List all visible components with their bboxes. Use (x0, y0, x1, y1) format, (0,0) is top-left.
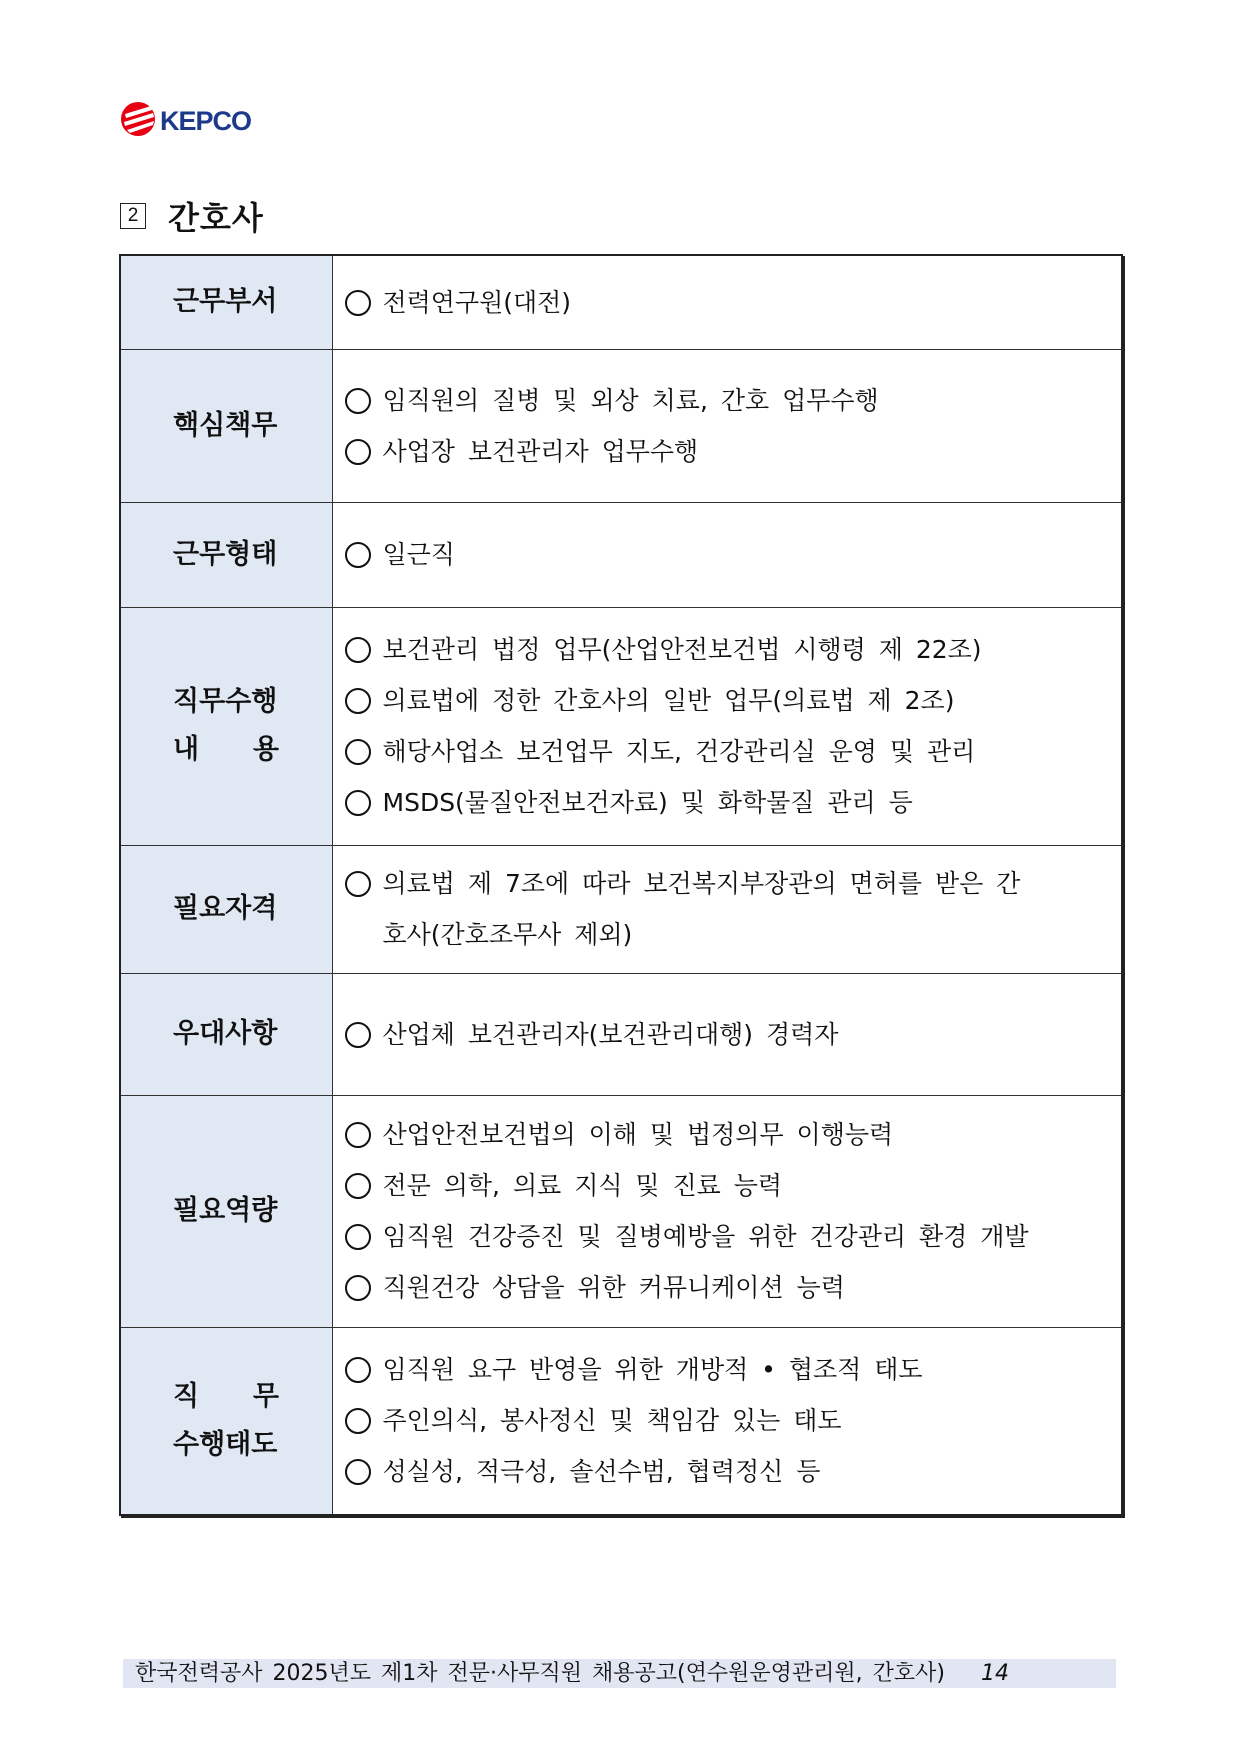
circle-bullet-icon (345, 790, 371, 816)
row-content (332, 845, 1122, 973)
list-item: 산업체 보건관리자(보건관리대행) 경력자 (345, 1009, 1122, 1060)
circle-bullet-icon (345, 1022, 371, 1048)
section-number-box: 2 (120, 203, 146, 229)
list-item: 의료법에 정한 간호사의 일반 업무(의료법 제 2조) (345, 675, 1122, 726)
row-content (332, 502, 1122, 607)
table-row (120, 607, 1122, 845)
table-row (120, 349, 1122, 502)
circle-bullet-icon (345, 1224, 371, 1250)
table-row (120, 1327, 1122, 1515)
list-item: 주인의식, 봉사정신 및 책임감 있는 태도 (345, 1395, 1122, 1446)
row-content (332, 973, 1122, 1095)
row-content (332, 349, 1122, 502)
footer-text: 한국전력공사 2025년도 제1차 전문·사무직원 채용공고(연수원운영관리원, 간호사) (135, 1661, 945, 1686)
table-row (120, 1095, 1122, 1327)
circle-bullet-icon (345, 290, 371, 316)
list-item: 보건관리 법정 업무(산업안전보건법 시행령 제 22조) (345, 624, 1122, 675)
row-label: 근무형태 (120, 502, 332, 607)
list-item: 임직원 요구 반영을 위한 개방적 • 협조적 태도 (345, 1344, 1122, 1395)
row-content (332, 1327, 1122, 1515)
list-item: 일근직 (345, 529, 1122, 580)
list-item: 직원건강 상담을 위한 커뮤니케이션 능력 (345, 1262, 1122, 1313)
table-row (120, 255, 1122, 349)
list-item: 산업안전보건법의 이해 및 법정의무 이행능력 (345, 1109, 1122, 1160)
circle-bullet-icon (345, 1459, 371, 1485)
table-row (120, 973, 1122, 1095)
page-number: 14 (981, 1661, 1009, 1686)
circle-bullet-icon (345, 871, 371, 897)
list-item: MSDS(물질안전보건자료) 및 화학물질 관리 등 (345, 777, 1122, 828)
circle-bullet-icon (345, 1357, 371, 1383)
list-item: 전력연구원(대전) (345, 277, 1122, 328)
circle-bullet-icon (345, 1408, 371, 1434)
kepco-logo (120, 100, 280, 138)
list-item: 의료법 제 7조에 따라 보건복지부장관의 면허를 받은 간호사(간호조무사 제외) (345, 858, 1122, 960)
list-item: 전문 의학, 의료 지식 및 진료 능력 (345, 1160, 1122, 1211)
row-label: 우대사항 (120, 973, 332, 1095)
list-item: 임직원 건강증진 및 질병예방을 위한 건강관리 환경 개발 (345, 1211, 1122, 1262)
table-row (120, 845, 1122, 973)
row-content (332, 1095, 1122, 1327)
circle-bullet-icon (345, 1122, 371, 1148)
circle-bullet-icon (345, 1173, 371, 1199)
list-item: 성실성, 적극성, 솔선수범, 협력정신 등 (345, 1446, 1122, 1497)
circle-bullet-icon (345, 688, 371, 714)
section-title: 간호사 (168, 199, 264, 237)
circle-bullet-icon (345, 439, 371, 465)
row-label: 필요역량 (120, 1095, 332, 1327)
job-spec-table (119, 254, 1123, 1516)
section-heading (120, 196, 264, 236)
table-row (120, 502, 1122, 607)
svg-text:KEPCO: KEPCO (160, 106, 252, 136)
row-label: 핵심책무 (120, 349, 332, 502)
row-label: 근무부서 (120, 255, 332, 349)
circle-bullet-icon (345, 637, 371, 663)
list-item: 해당사업소 보건업무 지도, 건강관리실 운영 및 관리 (345, 726, 1122, 777)
list-item: 사업장 보건관리자 업무수행 (345, 426, 1122, 477)
list-item: 임직원의 질병 및 외상 치료, 간호 업무수행 (345, 375, 1122, 426)
circle-bullet-icon (345, 388, 371, 414)
row-label: 필요자격 (120, 845, 332, 973)
row-content (332, 607, 1122, 845)
circle-bullet-icon (345, 739, 371, 765)
circle-bullet-icon (345, 1275, 371, 1301)
row-label: 직무수행 내 용 (120, 607, 332, 845)
row-label: 직 무 수행태도 (120, 1327, 332, 1515)
page-footer (123, 1659, 1116, 1688)
circle-bullet-icon (345, 542, 371, 568)
row-content (332, 255, 1122, 349)
